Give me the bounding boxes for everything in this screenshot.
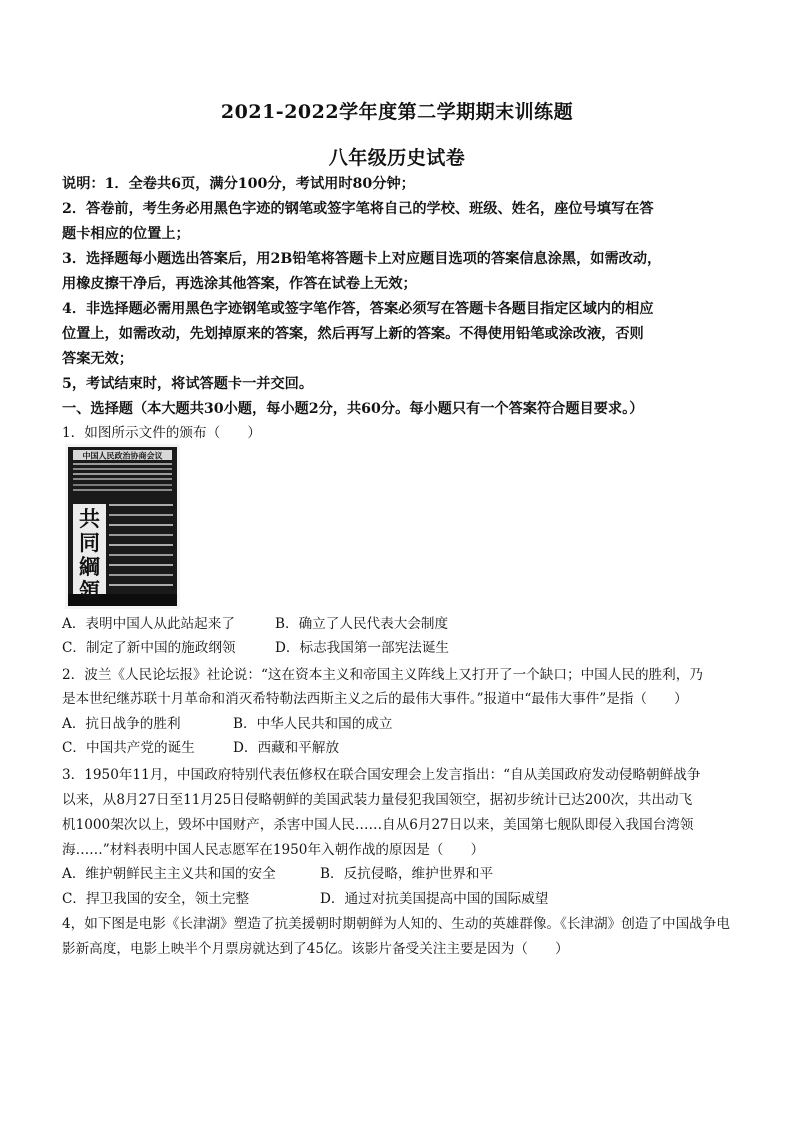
question-1-option-c[interactable]: C．制定了新中国的施政纲领: [62, 640, 236, 656]
question-2-option-a[interactable]: A．抗日战争的胜利: [62, 716, 181, 732]
question-2-option-c[interactable]: C．中国共产党的诞生: [62, 740, 195, 756]
figure-big-char: 同: [79, 530, 100, 555]
figure-big-char: 共: [79, 506, 100, 531]
question-3-stem: 海……”材料表明中国人民志愿军在1950年入朝作战的原因是（ ）: [62, 842, 485, 858]
instruction-line: 位置上，如需改动，先划掉原来的答案，然后再写上新的答案。不得使用铅笔或涂改液，否则: [62, 326, 644, 342]
question-4-stem: 影新高度，电影上映半个月票房就达到了45亿。该影片备受关注主要是因为（ ）: [62, 941, 569, 957]
figure-header-text: 中国人民政治协商会议: [82, 450, 163, 461]
question-2-option-b[interactable]: B．中华人民共和国的成立: [233, 716, 393, 732]
instruction-line: 5，考试结束时，将试答题卡一并交回。: [62, 376, 314, 392]
question-2-stem: 是本世纪继苏联十月革命和消灭希特勒法西斯主义之后的最伟大事件。”报道中“最伟大事件”是指（ ）: [62, 691, 688, 707]
common-program-document-image: [65, 444, 180, 609]
question-4-stem: 4，如下图是电影《长津湖》塑造了抗美援朝时期朝鲜为人知的、生动的英雄群像。《长津湖》创造了中国战争电: [62, 916, 730, 932]
instruction-line: 答案无效；: [62, 351, 133, 367]
instruction-line: 4．非选择题必需用黑色字迹钢笔或签字笔作答，答案必须写在答题卡各题目指定区域内的相应: [62, 301, 654, 317]
section-title: 一、选择题（本大题共30小题，每小题2分，共60分。每小题只有一个答案符合题目要求。）: [62, 401, 644, 417]
question-3-stem: 机1000架次以上，毁坏中国财产，杀害中国人民……自从6月27日以来，美国第七舰队即侵入我国台湾领: [62, 817, 694, 833]
question-3-option-d[interactable]: D．通过对抗美国提高中国的国际威望: [320, 891, 549, 907]
question-3-stem: 以来，从8月27日至11月25日侵略朝鲜的美国武装力量侵犯我国领空，据初步统计已达200次，共出动飞: [62, 792, 693, 808]
question-2-option-d[interactable]: D．西藏和平解放: [233, 740, 340, 756]
figure-big-char: 綱: [79, 554, 100, 579]
question-1-option-a[interactable]: A．表明中国人从此站起来了: [62, 616, 235, 632]
instruction-line: 用橡皮擦干净后，再选涂其他答案，作答在试卷上无效；: [62, 276, 417, 292]
question-3-stem: 3．1950年11月，中国政府特别代表伍修权在联合国安理会上发言指出：“自从美国政府发动侵略朝鲜战争: [62, 767, 701, 783]
question-1-option-d[interactable]: D．标志我国第一部宪法诞生: [275, 640, 450, 656]
instruction-line: 说明：1．全卷共6页，满分100分，考试用时80分钟；: [62, 176, 415, 192]
exam-subtitle: 八年级历史试卷: [328, 147, 466, 169]
question-2-stem: 2．波兰《人民论坛报》社论说：“这在资本主义和帝国主义阵线上又打开了一个缺口；中国人民的胜利，乃: [62, 667, 703, 683]
question-1-stem: 1．如图所示文件的颁布（ ）: [62, 425, 261, 441]
figure-big-char: 領: [79, 578, 100, 603]
question-3-option-c[interactable]: C．捍卫我国的安全，领土完整: [62, 891, 250, 907]
instruction-line: 2．答卷前，考生务必用黑色字迹的钢笔或签字笔将自己的学校、班级、姓名，座位号填写在答: [62, 201, 654, 217]
question-3-option-b[interactable]: B．反抗侵略，维护世界和平: [320, 866, 494, 882]
question-1-option-b[interactable]: B．确立了人民代表大会制度: [275, 616, 449, 632]
exam-title: 2021-2022学年度第二学期期末训练题: [220, 101, 574, 123]
instruction-line: 3．选择题每小题选出答案后，用2B铅笔将答题卡上对应题目选项的答案信息涂黑，如需改动，: [62, 251, 662, 267]
instruction-line: 题卡相应的位置上；: [62, 226, 190, 242]
question-3-option-a[interactable]: A．维护朝鲜民主主义共和国的安全: [62, 866, 276, 882]
